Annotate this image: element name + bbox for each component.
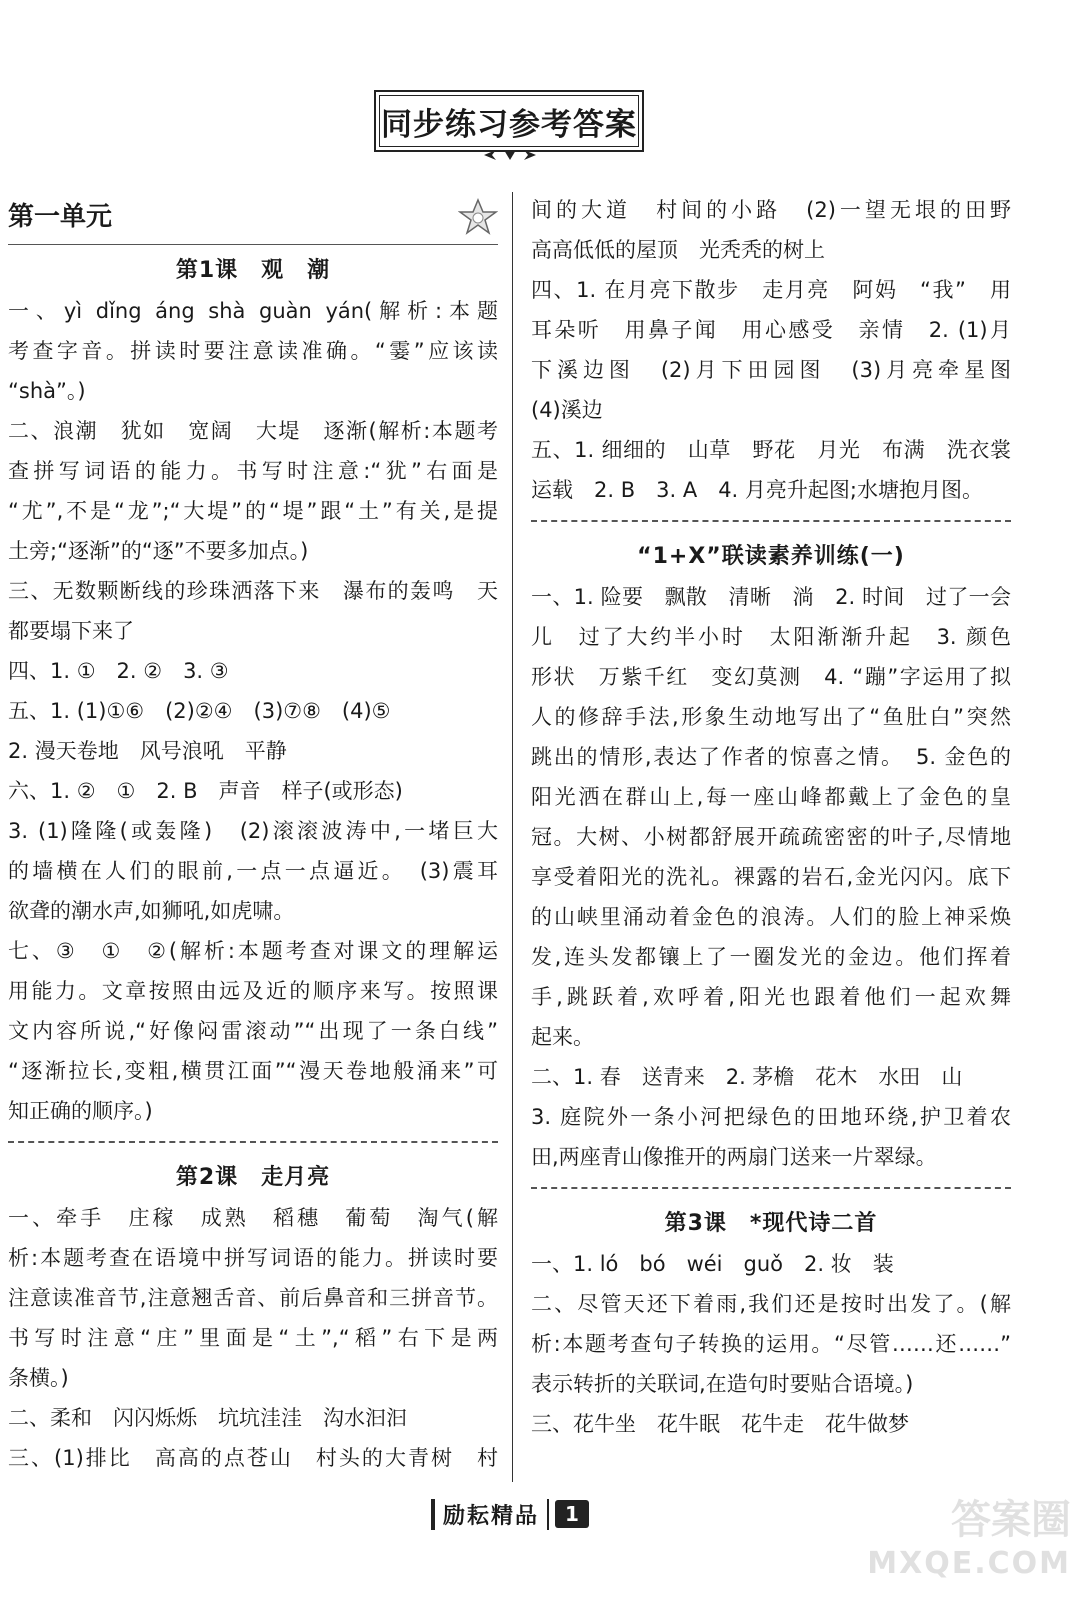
answer-line: 的山峡里涌动着金色的浪涛。人们的脸上神采焕: [531, 905, 1011, 929]
answer-line: 一、yì dǐng áng shà guàn yán(解析:本题: [8, 299, 498, 323]
unit-title: 第一单元: [8, 202, 113, 232]
lesson3-answers: [531, 1244, 1011, 1444]
right-column: [531, 190, 1011, 1444]
lesson2-answers: [8, 1198, 498, 1478]
answer-line: 跳出的情形,表达了作者的惊喜之情。 5. 金色的: [531, 745, 1011, 769]
lesson2-answers-continued: [531, 190, 1011, 510]
answer-line: 耳朵听 用鼻子闻 用心感受 亲情 2. (1)月: [531, 318, 1011, 342]
answer-line: 的墙横在人们的眼前,一点一点逼近。 (3)震耳: [8, 859, 498, 883]
answer-line: 3. 庭院外一条小河把绿色的田地环绕,护卫着农: [531, 1105, 1011, 1129]
answer-line: “逐渐拉长,变粗,横贯江面”“漫天卷地般涌来”可: [8, 1059, 498, 1083]
answer-line: (4)溪边: [531, 398, 603, 422]
section-divider: [531, 1187, 1011, 1190]
page-title: 同步练习参考答案: [379, 95, 639, 147]
answer-line: 形状 万紫千红 变幻莫测 4. “蹦”字运用了拟: [531, 665, 1011, 689]
left-column: [8, 190, 498, 1478]
answer-line: 知正确的顺序。): [8, 1099, 153, 1123]
column-divider: [512, 192, 513, 1482]
title-ornament-icon: [478, 148, 542, 162]
answer-line: “尤”,不是“龙”;“大堤”的“堤”跟“土”有关,是提: [8, 499, 498, 523]
answer-line: 田,两座青山像推开的两扇门送来一片翠绿。: [531, 1145, 937, 1169]
answer-line: 享受着阳光的洗礼。裸露的岩石,金光闪闪。底下: [531, 865, 1011, 889]
answer-line: 五、1. (1)①⑥ (2)②④ (3)⑦⑧ (4)⑤: [8, 699, 391, 723]
answer-line: 人的修辞手法,形象生动地写出了“鱼肚白”突然: [531, 705, 1011, 729]
answer-line: 六、1. ② ① 2. B 声音 样子(或形态): [8, 779, 403, 803]
answer-line: 一、牵手 庄稼 成熟 稻穗 葡萄 淘气(解: [8, 1206, 498, 1230]
watermark-url: MXQE.COM: [867, 1546, 1071, 1581]
answer-line: 阳光洒在群山上,每一座山峰都戴上了金色的皇: [531, 785, 1011, 809]
answer-line: 一、1. 险要 飘散 清晰 淌 2. 时间 过了一会: [531, 585, 1011, 609]
answer-line: 冠。大树、小树都舒展开疏疏密密的叶子,尽情地: [531, 825, 1011, 849]
answer-line: 二、浪潮 犹如 宽阔 大堤 逐渐(解析:本题考: [8, 419, 498, 443]
answer-line: 运载 2. B 3. A 4. 月亮升起图;水塘抱月图。: [531, 478, 983, 502]
watermark: [867, 1498, 1071, 1586]
answer-line: 起来。: [531, 1025, 594, 1049]
answer-line: 都要塌下来了: [8, 619, 134, 643]
lesson3-title: 第3课 *现代诗二首: [664, 1211, 878, 1236]
answer-line: 二、尽管天还下着雨,我们还是按时出发了。(解: [531, 1292, 1011, 1316]
answer-line: 析:本题考查句子转换的运用。“尽管……还……”: [531, 1332, 1011, 1356]
star-badge-icon: [458, 197, 498, 237]
answer-line: 三、无数颗断线的珍珠洒落下来 瀑布的轰鸣 天: [8, 579, 498, 603]
answer-line: 儿 过了大约半小时 太阳渐渐升起 3. 颜色: [531, 625, 1011, 649]
answer-line: 欲聋的潮水声,如狮吼,如虎啸。: [8, 899, 295, 923]
answer-line: 三、(1)排比 高高的点苍山 村头的大青树 村: [8, 1446, 498, 1470]
section-x-title: “1+X”联读素养训练(一): [637, 544, 905, 569]
brand-label: 励耘精品: [431, 1499, 549, 1530]
answer-line: 高高低低的屋顶 光秃秃的树上: [531, 238, 825, 262]
lesson1-answers: [8, 291, 498, 1131]
lesson2-title: 第2课 走月亮: [175, 1165, 331, 1190]
answer-line: 三、花牛坐 花牛眠 花牛走 花牛做梦: [531, 1412, 909, 1436]
page-footer: [415, 1492, 605, 1536]
page-number: 1: [555, 1500, 589, 1528]
answer-line: 文内容所说,“好像闷雷滚动”“出现了一条白线”: [8, 1019, 498, 1043]
answer-line: 注意读准音节,注意翘舌音、前后鼻音和三拼音节。: [8, 1286, 498, 1310]
answer-line: 二、1. 春 送青来 2. 茅檐 花木 水田 山: [531, 1065, 963, 1089]
answer-line: 条横。): [8, 1366, 69, 1390]
answer-line: 四、1. ① 2. ② 3. ③: [8, 659, 229, 683]
title-box: [374, 90, 644, 152]
answer-line: 一、1. ló bó wéi guǒ 2. 妆 装: [531, 1252, 894, 1276]
answer-line: 四、1. 在月亮下散步 走月亮 阿妈 “我” 用: [531, 278, 1011, 302]
answer-line: 析:本题考查在语境中拼写词语的能力。拼读时要: [8, 1246, 498, 1270]
answer-line: 发,连头发都镶上了一圈发光的金边。他们挥着: [531, 945, 1011, 969]
watermark-text: 答案圈: [951, 1497, 1071, 1543]
answer-line: 书写时注意“庄”里面是“土”,“稻”右下是两: [8, 1326, 498, 1350]
answer-line: 3. (1)隆隆(或轰隆) (2)滚滚波涛中,一堵巨大: [8, 819, 498, 843]
lesson1-title: 第1课 观 潮: [175, 258, 331, 283]
section-divider: [531, 520, 1011, 523]
answer-line: 土旁;“逐渐”的“逐”不要多加点。): [8, 539, 309, 563]
section-divider: [8, 1141, 498, 1144]
answer-line: 手,跳跃着,欢呼着,阳光也跟着他们一起欢舞: [531, 985, 1011, 1009]
answer-line: 查拼写词语的能力。书写时注意:“犹”右面是: [8, 459, 498, 483]
section-x-answers: [531, 577, 1011, 1177]
answer-line: 考查字音。拼读时要注意读准确。“霎”应该读: [8, 339, 498, 363]
answer-line: 表示转折的关联词,在造句时要贴合语境。): [531, 1372, 914, 1396]
answer-line: 五、1. 细细的 山草 野花 月光 布满 洗衣裳: [531, 438, 1011, 462]
answer-line: 用能力。文章按照由远及近的顺序来写。按照课: [8, 979, 498, 1003]
answer-line: “shà”。): [8, 379, 86, 403]
unit-heading: [8, 190, 498, 245]
answer-line: 下溪边图 (2)月下田园图 (3)月亮牵星图: [531, 358, 1011, 382]
answer-line: 二、柔和 闪闪烁烁 坑坑洼洼 沟水汩汩: [8, 1406, 407, 1430]
answer-line: 间的大道 村间的小路 (2)一望无垠的田野: [531, 198, 1011, 222]
answer-line: 七、③ ① ②(解析:本题考查对课文的理解运: [8, 939, 498, 963]
answer-line: 2. 漫天卷地 风号浪吼 平静: [8, 739, 287, 763]
